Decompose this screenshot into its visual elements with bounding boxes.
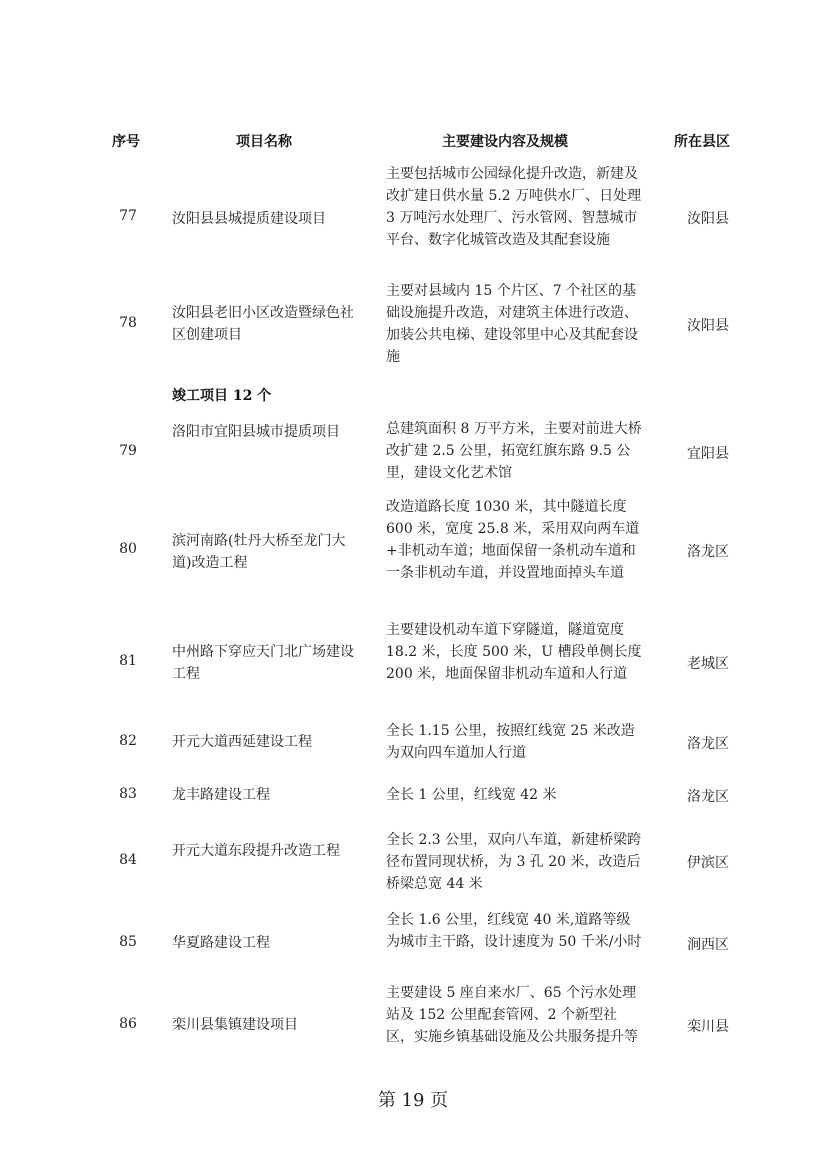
project-content: 主要建设 5 座自来水厂、65 个污水处理站及 152 公里配套管网、2 个新型社区，实施乡镇基础设施及公共服务提升等 xyxy=(386,985,638,1045)
project-name: 汝阳县老旧小区改造暨绿色社区创建项目 xyxy=(172,305,354,343)
project-content: 全长 2.3 公里，双向八车道，新建桥梁跨径布置同现状桥，为 3 孔 20 米，改造后桥梁总宽 44 米 xyxy=(386,832,642,892)
row-number: 83 xyxy=(119,786,137,802)
row-number: 77 xyxy=(119,208,137,224)
page-number: 第 19 页 xyxy=(377,1090,449,1111)
header-no: 序号 xyxy=(112,134,140,150)
project-content: 总建筑面积 8 万平方米，主要对前进大桥改扩建 2.5 公里，拓宽红旗东路 9.5 公里，建设文化艺术馆 xyxy=(386,421,642,481)
row-number: 80 xyxy=(119,541,137,557)
row-number: 82 xyxy=(119,733,137,749)
project-district: 汝阳县 xyxy=(687,318,729,334)
project-name: 华夏路建设工程 xyxy=(172,935,270,951)
project-name: 开元大道西延建设工程 xyxy=(172,734,312,750)
project-content: 全长 1 公里，红线宽 42 米 xyxy=(386,787,557,803)
project-content: 主要建设机动车道下穿隧道，隧道宽度 18.2 米，长度 500 米，U 槽段单侧长度 200 米，地面保留非机动车道和人行道 xyxy=(386,622,642,682)
project-name: 洛阳市宜阳县城市提质项目 xyxy=(172,424,340,440)
project-district: 洛龙区 xyxy=(687,544,729,560)
header-name: 项目名称 xyxy=(236,134,292,150)
project-name: 开元大道东段提升改造工程 xyxy=(172,843,340,859)
row-number: 85 xyxy=(119,934,137,950)
row-number: 84 xyxy=(119,852,137,868)
project-district: 涧西区 xyxy=(687,937,729,953)
project-district: 老城区 xyxy=(687,656,729,672)
row-number: 78 xyxy=(119,315,137,331)
row-number: 86 xyxy=(119,1016,137,1032)
project-name: 汝阳县县城提质建设项目 xyxy=(172,211,326,227)
project-name: 滨河南路(牡丹大桥至龙门大道)改造工程 xyxy=(172,533,346,571)
row-number: 81 xyxy=(119,653,137,669)
project-district: 宜阳县 xyxy=(687,446,729,462)
project-district: 伊滨区 xyxy=(687,855,729,871)
project-district: 汝阳县 xyxy=(687,211,729,227)
project-content: 改造道路长度 1030 米，其中隧道长度 600 米，宽度 25.8 米，采用双向两车道+非机动车道；地面保留一条机动车道和一条非机动车道，并设置地面掉头车道 xyxy=(386,499,640,581)
project-content: 主要包括城市公园绿化提升改造，新建及改扩建日供水量 5.2 万吨供水厂、日处理 3 万吨污水处理厂、污水管网、智慧城市平台、数字化城管改造及其配套设施 xyxy=(386,166,642,248)
project-content: 全长 1.6 公里，红线宽 40 米,道路等级为城市主干路，设计速度为 50 千米/小时 xyxy=(386,912,642,950)
section-title: 竣工项目 12 个 xyxy=(172,388,272,404)
project-district: 栾川县 xyxy=(687,1019,729,1035)
project-district: 洛龙区 xyxy=(687,789,729,805)
header-district: 所在县区 xyxy=(674,134,730,150)
project-content: 主要对县域内 15 个片区、7 个社区的基础设施提升改造，对建筑主体进行改造、加装公共电梯、建设邻里中心及其配套设施 xyxy=(386,283,638,365)
header-content: 主要建设内容及规模 xyxy=(442,134,568,150)
project-name: 中州路下穿应天门北广场建设工程 xyxy=(172,644,354,682)
row-number: 79 xyxy=(119,443,137,459)
project-name: 龙丰路建设工程 xyxy=(172,787,270,803)
project-district: 洛龙区 xyxy=(687,736,729,752)
project-content: 全长 1.15 公里，按照红线宽 25 米改造为双向四车道加人行道 xyxy=(386,723,635,761)
project-name: 栾川县集镇建设项目 xyxy=(172,1017,298,1033)
